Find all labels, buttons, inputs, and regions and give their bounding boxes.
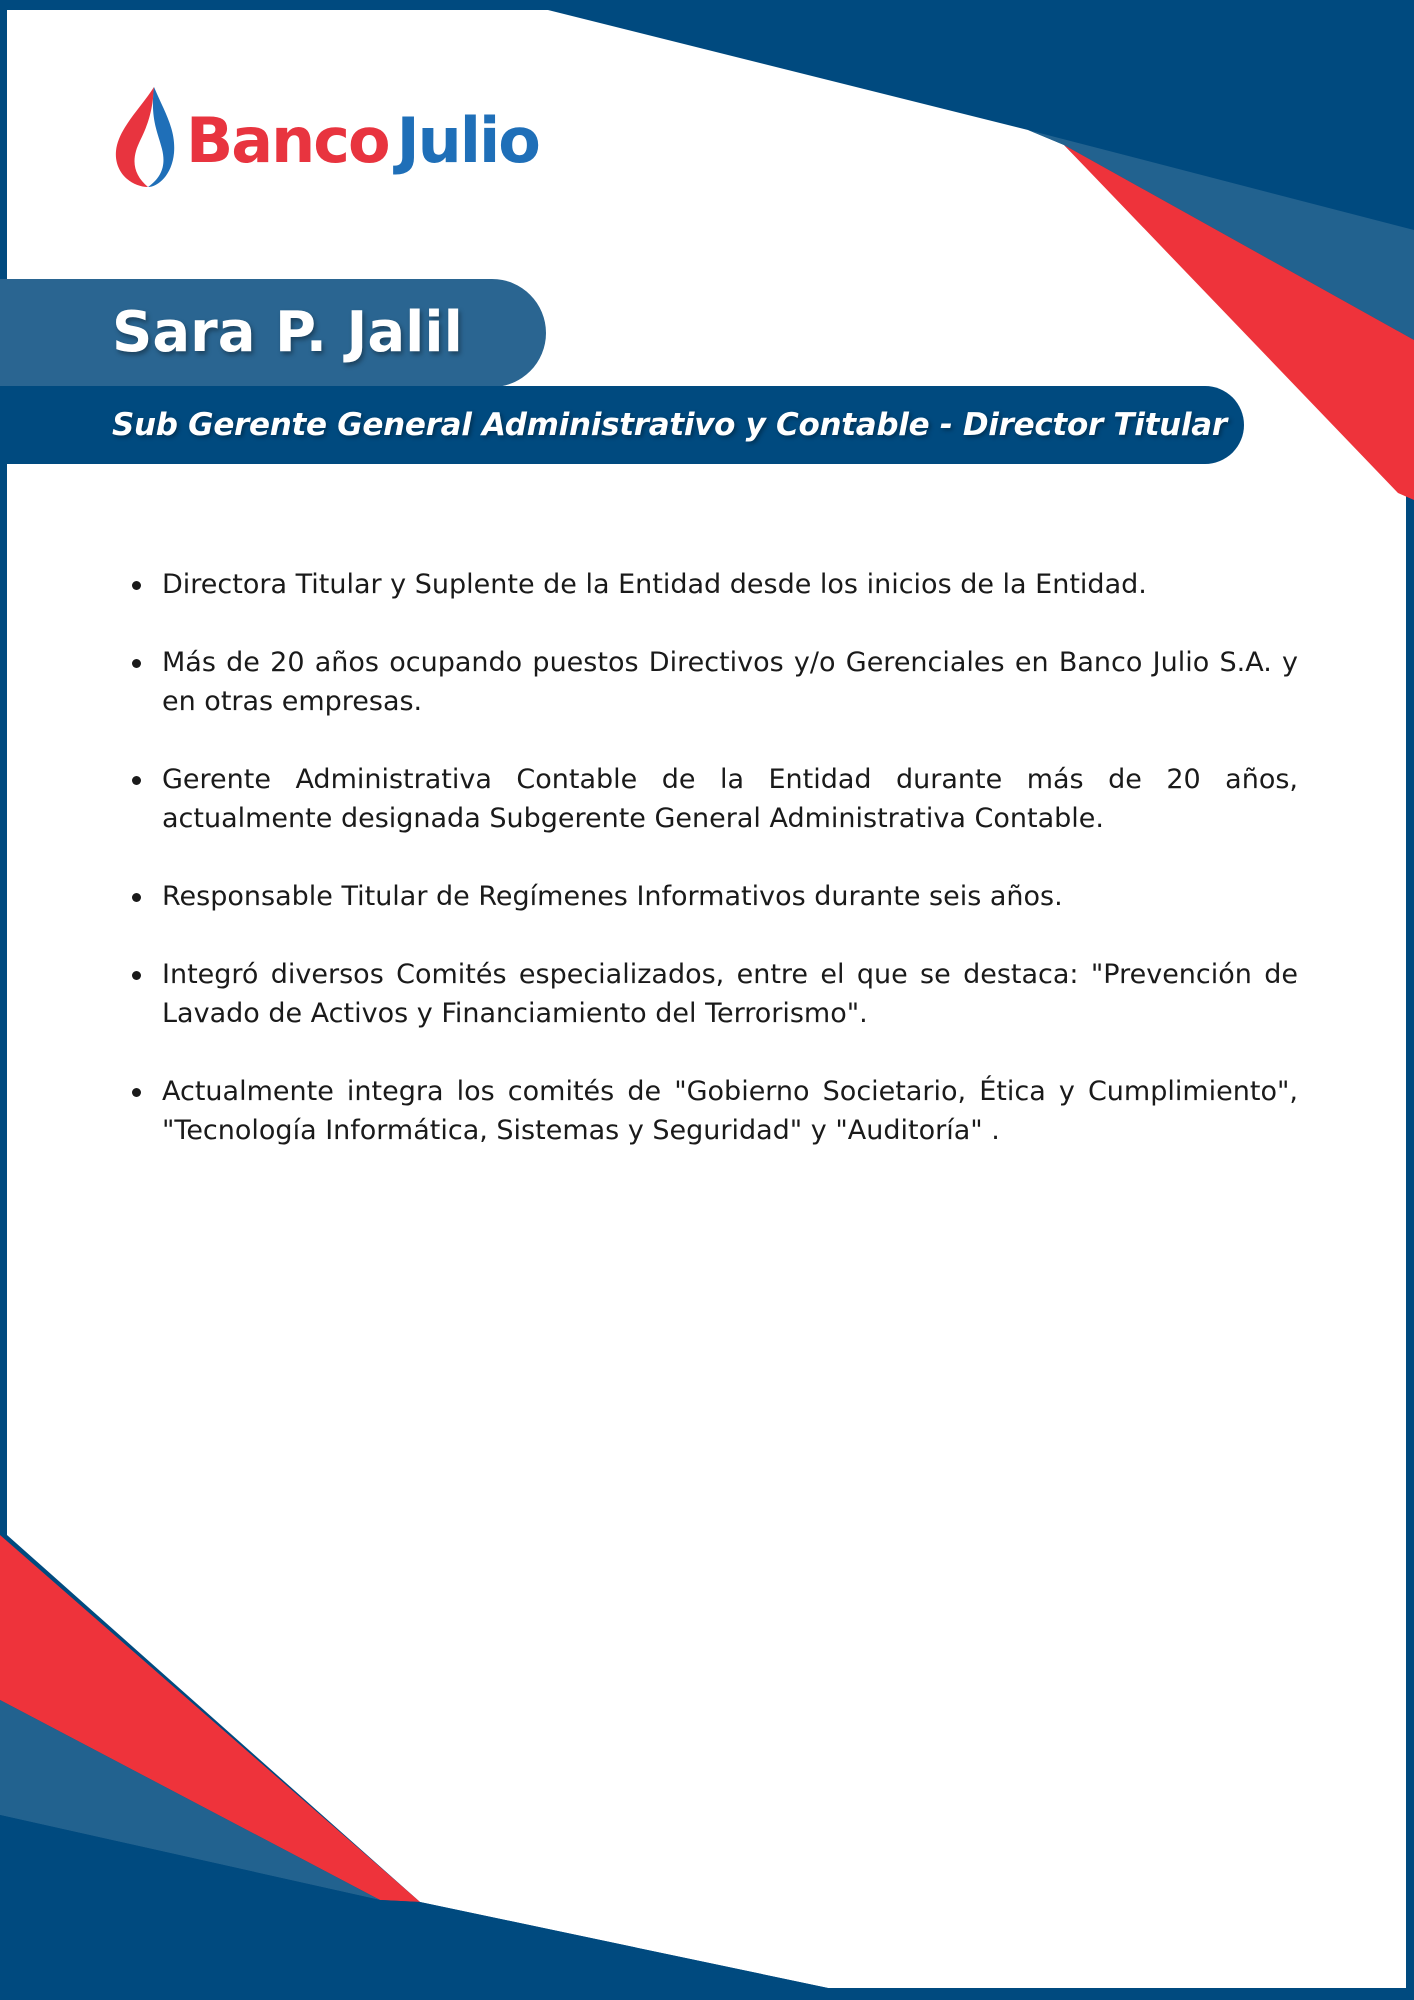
bio-item: Actualmente integra los comités de "Gobierno Societario, Ética y Cumplimiento", "Tecnología Informática, Sistemas y Seguridad" y "Auditoría" . (162, 1072, 1298, 1150)
logo-word-banco: Banco (186, 104, 389, 177)
bio-item: Gerente Administrativa Contable de la Entidad durante más de 20 años, actualmente designada Subgerente General Administrativa Contable. (162, 760, 1298, 838)
person-name: Sara P. Jalil (112, 300, 463, 365)
bio-item: Más de 20 años ocupando puestos Directivos y/o Gerenciales en Banco Julio S.A. y en otras empresas. (162, 643, 1298, 721)
bio-list (162, 565, 1298, 1189)
flame-icon (110, 85, 180, 189)
logo-word-julio: Julio (396, 104, 539, 177)
logo-wordmark (186, 104, 539, 177)
bank-logo (110, 82, 539, 192)
person-role: Sub Gerente General Administrativo y Contable - Director Titular (112, 407, 1227, 443)
bio-item: Responsable Titular de Regímenes Informativos durante seis años. (162, 877, 1298, 916)
bio-item: Directora Titular y Suplente de la Entidad desde los inicios de la Entidad. (162, 565, 1298, 604)
bio-item: Integró diversos Comités especializados, entre el que se destaca: "Prevención de Lavado de Activos y Financiamiento del Terrorismo". (162, 955, 1298, 1033)
